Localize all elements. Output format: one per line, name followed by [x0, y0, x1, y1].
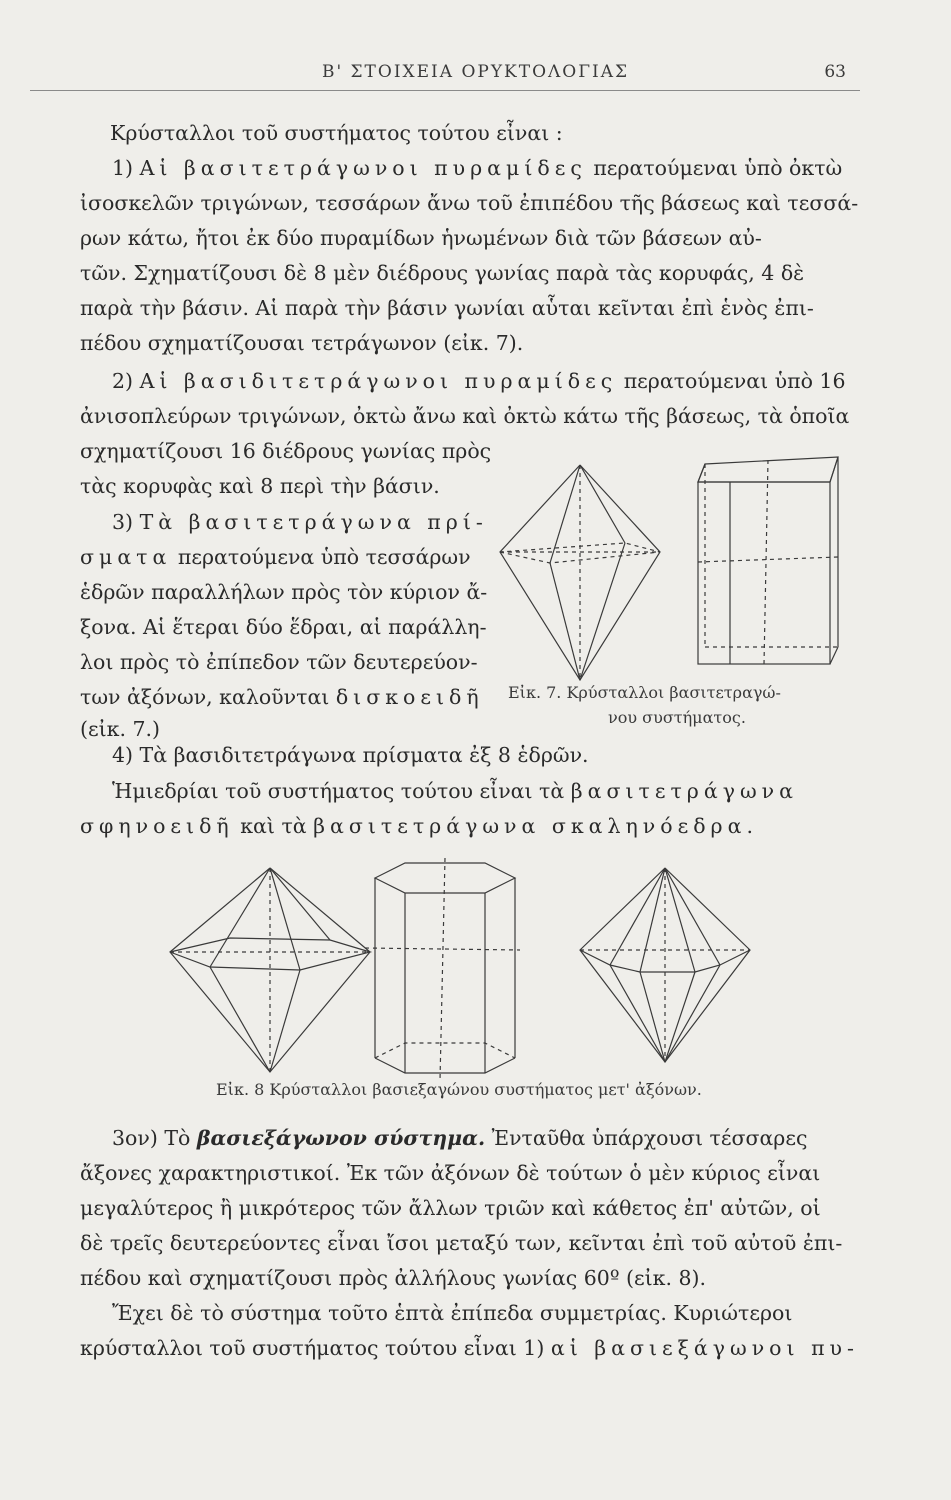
text-line: [80, 188, 859, 218]
text-span: παρὰ τὴν βάσιν. Αἱ παρὰ τὴν βάσιν γωνίαι αὗται κεῖνται ἐπὶ ἑνὸς ἐπι-: [80, 296, 814, 320]
text-span: τὰς κορυφὰς καὶ 8 περὶ τὴν βάσιν.: [80, 474, 440, 498]
text-span: 2): [112, 369, 140, 393]
fig7-prism-drawing: [690, 452, 840, 674]
text-span: (εἰκ. 7.): [80, 717, 161, 741]
text-line: [80, 1228, 850, 1258]
text-span: σχηματίζουσι 16 διέδρους γωνίας πρὸς: [80, 439, 492, 463]
text-line: [80, 811, 850, 841]
text-line: [112, 776, 882, 806]
spaced-term: δισκοειδῆ: [335, 685, 484, 709]
fig8-prism-drawing: [365, 858, 520, 1086]
page-header: [0, 62, 951, 86]
text-span: 1): [112, 156, 140, 180]
text-span: κρύσταλλοι τοῦ συστήματος τούτου εἶναι 1): [80, 1336, 551, 1360]
spaced-term: Αἱ βασιδιτετράγωνοι πυραμίδες: [139, 369, 618, 393]
text-line: [80, 401, 850, 431]
text-span: περατούμενα ὑπὸ τεσσάρων: [171, 545, 471, 569]
running-title: Β' ΣΤΟΙΧΕΙΑ ΟΡΥΚΤΟΛΟΓΙΑΣ: [321, 62, 630, 82]
text-span: 4) Τὰ βασιδιτετράγωνα πρίσματα ἐξ 8 ἑδρῶν.: [112, 743, 589, 767]
text-line: [80, 258, 850, 288]
text-line: [80, 1158, 850, 1188]
text-line: [80, 293, 850, 323]
text-line: [80, 1193, 850, 1223]
text-span: πέδου καὶ σχηματίζουσι πρὸς ἀλλήλους γωνίας 60º (εἰκ. 8).: [80, 1266, 707, 1290]
spaced-term: σφηνοειδῆ: [80, 814, 234, 838]
fig8-bipyramid-left-drawing: [165, 860, 375, 1080]
text-line: [110, 118, 880, 148]
text-span: Ἡμιεδρίαι τοῦ συστήματος τούτου εἶναι τὰ: [112, 779, 571, 803]
text-span: ἀνισοπλεύρων τριγώνων, ὀκτὼ ἄνω καὶ ὀκτὼ κάτω τῆς βάσεως, τὰ ὁποῖα: [80, 404, 850, 428]
text-span: ἑδρῶν παραλλήλων πρὸς τὸν κύριον ἄ-: [80, 580, 488, 604]
text-span: 3): [112, 510, 140, 534]
text-span: ἰσοσκελῶν τριγώνων, τεσσάρων ἄνω τοῦ ἐπιπέδου τῆς βάσεως καὶ τεσσά-: [80, 191, 859, 215]
text-span: περατούμεναι ὑπὸ 16: [617, 369, 846, 393]
fig7-bipyramid-drawing: [495, 455, 665, 690]
spaced-term: αἱ βασιεξάγωνοι πυ-: [550, 1336, 859, 1360]
spaced-term: Τὰ βασιτετράγωνα πρί-: [139, 510, 488, 534]
fig7-caption-line2: νου συστήματος.: [608, 708, 746, 727]
fig7-caption-line1: Εἰκ. 7. Κρύσταλλοι βασιτετραγώ-: [508, 683, 781, 702]
text-span: τῶν. Σχηματίζουσι δὲ 8 μὲν διέδρους γωνίας παρὰ τὰς κορυφάς, 4 δὲ: [80, 261, 805, 285]
text-span: δὲ τρεῖς δευτερεύοντες εἶναι ἴσοι μεταξύ των, κεῖνται ἐπὶ τοῦ αὐτοῦ ἐπι-: [80, 1231, 843, 1255]
text-line: [80, 1263, 850, 1293]
text-line: [112, 1123, 882, 1153]
spaced-term: βασιτετράγωνα σκαληνόεδρα.: [313, 814, 758, 838]
fig8-bipyramid-right-drawing: [575, 860, 755, 1070]
text-span: λοι πρὸς τὸ ἐπίπεδον τῶν δευτερεύον-: [80, 650, 478, 674]
text-line: [80, 223, 850, 253]
text-span: Ἔχει δὲ τὸ σύστημα τοῦτο ἑπτὰ ἐπίπεδα συμμετρίας. Κυριώτεροι: [112, 1301, 793, 1325]
text-span: Κρύσταλλοι τοῦ συστήματος τούτου εἶναι :: [110, 121, 563, 145]
text-span: ρων κάτω, ἤτοι ἐκ δύο πυραμίδων ἡνωμένων διὰ τῶν βάσεων αὐ-: [80, 226, 762, 250]
spaced-term: σματα: [80, 545, 172, 569]
header-rule: [30, 90, 860, 91]
fig8-caption: Εἰκ. 8 Κρύσταλλοι βασιεξαγώνου συστήματος μετ' ἀξόνων.: [216, 1080, 702, 1099]
text-line: [112, 1298, 882, 1328]
text-line: [80, 1333, 859, 1363]
text-line: [112, 153, 882, 183]
spaced-term: Αἱ βασιτετράγωνοι πυραμίδες: [139, 156, 587, 180]
text-span: ἄξονες χαρακτηριστικοί. Ἐκ τῶν ἀξόνων δὲ τούτων ὁ μὲν κύριος εἶναι: [80, 1161, 821, 1185]
text-span: καὶ τὰ: [233, 814, 314, 838]
text-line: [80, 328, 850, 358]
page-number: 63: [824, 62, 846, 82]
text-line: [112, 740, 882, 770]
text-span: Ἐνταῦθα ὑπάρχουσι τέσσαρες: [485, 1126, 808, 1150]
section-heading: βασιεξάγωνον σύστημα.: [196, 1126, 486, 1150]
text-span: 3ον) Τὸ: [112, 1126, 197, 1150]
spaced-term: βασιτετράγωνα: [570, 779, 798, 803]
text-span: των ἀξόνων, καλοῦνται: [80, 685, 336, 709]
text-span: ξονα. Αἱ ἕτεραι δύο ἕδραι, αἱ παράλλη-: [80, 615, 487, 639]
text-span: πέδου σχηματίζουσαι τετράγωνον (εἰκ. 7).: [80, 331, 524, 355]
text-line: [112, 366, 882, 396]
text-span: μεγαλύτερος ἢ μικρότερος τῶν ἄλλων τριῶν καὶ κάθετος ἐπ' αὐτῶν, οἱ: [80, 1196, 821, 1220]
text-span: περατούμεναι ὑπὸ ὀκτὼ: [586, 156, 843, 180]
